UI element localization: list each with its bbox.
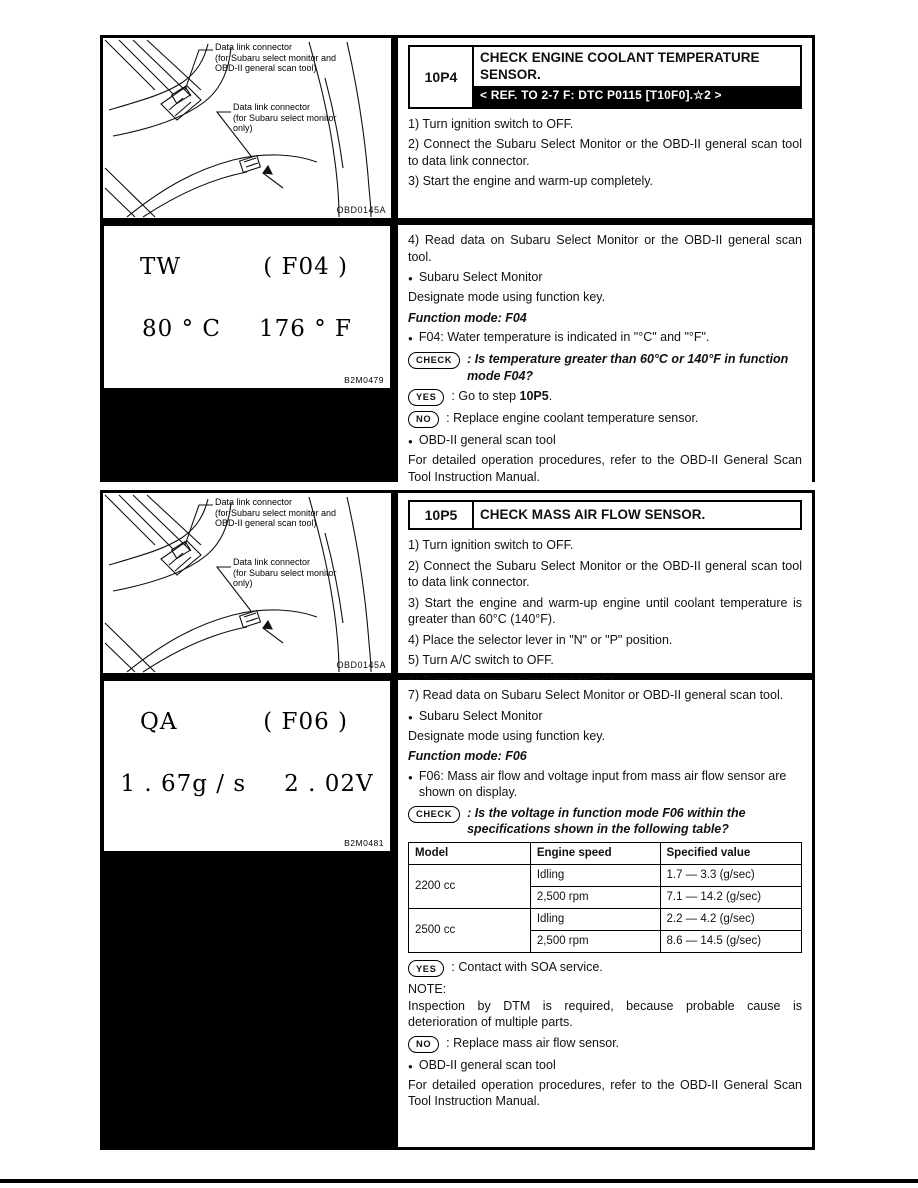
- specified-value-cell: 7.1 — 14.2 (g/sec): [660, 886, 801, 908]
- bullet-icon: [408, 329, 419, 347]
- figure-label-line: only): [233, 123, 253, 134]
- display-parameter: QA: [140, 709, 178, 735]
- figure-label-line: (for Subaru select monitor and: [215, 507, 337, 518]
- table-row: [409, 864, 802, 886]
- bullet-icon: [408, 269, 419, 287]
- page-bottom-rule: [0, 1179, 918, 1183]
- bullet-subaru-select-monitor: ● Subaru Select Monitor: [408, 269, 802, 287]
- bullet-icon: [408, 708, 419, 726]
- procedure-header-10p4: [408, 45, 802, 109]
- select-monitor-display-f06: [103, 680, 391, 852]
- spec-table-header-row: [409, 842, 802, 864]
- designate-mode-note: Designate mode using function key.: [408, 728, 606, 743]
- procedure-panel-10p4: [100, 35, 815, 482]
- bullet-f04-description: ● F04: Water temperature is indicated in "°C" and "°F".: [408, 329, 802, 347]
- note-label: NOTE:: [408, 982, 447, 997]
- figure-label-line: OBD-II general scan tool): [215, 63, 317, 74]
- display-value-fahrenheit: 176 ° F: [259, 316, 352, 342]
- procedure-header-10p5: [408, 500, 802, 530]
- step-1: 1) Turn ignition switch to OFF.: [408, 538, 574, 553]
- figure-label-line: (for Subaru select monitor: [233, 112, 337, 123]
- check-pill: CHECK: [408, 806, 460, 823]
- figure-label-line: only): [233, 578, 253, 589]
- display-value-voltage: 2 . 02V: [284, 771, 374, 797]
- check-pill: CHECK: [408, 352, 460, 369]
- obd-manual-note: For detailed operation procedures, refer to the OBD-II General Scan Tool Instruction Manual.: [408, 453, 802, 484]
- bullet-f06-description: ● F06: Mass air flow and voltage input from mass air flow sensor are shown on display.: [408, 768, 802, 801]
- no-line: [408, 410, 802, 428]
- specified-value-cell: 8.6 — 14.5 (g/sec): [660, 931, 801, 953]
- figure-label-data-link-connector-ssm: [233, 557, 385, 589]
- no-pill: NO: [408, 411, 439, 428]
- function-mode-label: Function mode: F06: [408, 749, 527, 763]
- function-mode-label: Function mode: F04: [408, 310, 527, 325]
- engine-speed-cell: Idling: [530, 864, 660, 886]
- note-text: Inspection by DTM is required, because probable cause is deterioration of multiple parts.: [408, 998, 802, 1030]
- bullet-obd-scan-tool: ● OBD-II general scan tool: [408, 1057, 802, 1075]
- specified-value-cell: 1.7 — 3.3 (g/sec): [660, 864, 801, 886]
- figure-label-line: Data link connector: [215, 497, 293, 507]
- yes-pill: YES: [408, 960, 444, 977]
- connector-location-figure: [103, 38, 391, 218]
- specified-value-cell: 2.2 — 4.2 (g/sec): [660, 909, 801, 931]
- no-line: [408, 1035, 802, 1053]
- figure-label-data-link-connector-both: [215, 497, 387, 529]
- figure-label-line: (for Subaru select monitor and: [215, 52, 337, 63]
- col-header-engine-speed: Engine speed: [530, 842, 660, 864]
- figure-label-line: (for Subaru select monitor: [233, 567, 337, 578]
- yes-action: : Contact with SOA service.: [451, 960, 603, 975]
- procedure-10p5-part2: [398, 680, 812, 1147]
- figure-label-line: Data link connector: [215, 42, 293, 52]
- procedure-panel-10p5: [100, 490, 815, 1150]
- figure-code: OBD0145A: [336, 205, 386, 215]
- display-value-celsius: 80 ° C: [142, 316, 221, 342]
- bullet-icon: [408, 432, 419, 450]
- figure-label-line: OBD-II general scan tool): [215, 518, 317, 529]
- col-header-specified-value: Specified value: [660, 842, 801, 864]
- no-action: : Replace engine coolant temperature sensor.: [446, 411, 699, 425]
- procedure-reference: < REF. TO 2-7 F: DTC P0115 [T10F0].☆2 >: [474, 86, 800, 107]
- display-figure-code: B2M0479: [344, 375, 384, 385]
- col-header-model: Model: [409, 842, 531, 864]
- display-parameter: TW: [140, 254, 181, 280]
- bullet-icon: [408, 768, 419, 801]
- obd-manual-note: For detailed operation procedures, refer to the OBD-II General Scan Tool Instruction Manual.: [408, 1077, 802, 1109]
- figure-label-data-link-connector-ssm: [233, 102, 385, 134]
- procedure-title: CHECK ENGINE COOLANT TEMPERATURE SENSOR.: [480, 50, 760, 82]
- procedure-title: CHECK MASS AIR FLOW SENSOR.: [480, 507, 706, 523]
- model-cell: 2500 cc: [409, 909, 531, 953]
- procedure-10p5-part1: [398, 493, 812, 673]
- engine-speed-cell: Idling: [530, 909, 660, 931]
- bullet-subaru-select-monitor: ● Subaru Select Monitor: [408, 708, 802, 726]
- step-7: 7) Read data on Subaru Select Monitor or OBD-II general scan tool.: [408, 688, 784, 702]
- connector-location-figure: [103, 493, 391, 673]
- yes-pill: YES: [408, 389, 444, 406]
- figure-label-line: Data link connector: [233, 557, 311, 567]
- check-question: : Is temperature greater than 60°C or 140°F in function mode F04?: [467, 352, 789, 383]
- figure-label-line: Data link connector: [233, 102, 311, 112]
- model-cell: 2200 cc: [409, 864, 531, 908]
- step-4: 4) Read data on Subaru Select Monitor or the OBD-II general scan tool.: [408, 233, 802, 264]
- step-2: 2) Connect the Subaru Select Monitor or the OBD-II general scan tool to data link connector.: [408, 137, 802, 168]
- step-number: 10P5: [410, 502, 474, 528]
- yes-line: [408, 388, 802, 406]
- step-reference: 10P5: [519, 389, 549, 403]
- designate-mode-note: Designate mode using function key.: [408, 290, 606, 304]
- no-pill: NO: [408, 1036, 439, 1053]
- display-function-mode: ( F06 ): [263, 709, 348, 735]
- spec-table: [408, 842, 802, 954]
- yes-action: : Go to step 10P5.: [451, 389, 553, 403]
- engine-speed-cell: 2,500 rpm: [530, 886, 660, 908]
- step-5: 5) Turn A/C switch to OFF.: [408, 653, 554, 668]
- step-number: 10P4: [410, 47, 474, 107]
- step-4: 4) Place the selector lever in "N" or "P" position.: [408, 632, 673, 647]
- select-monitor-display-f04: [103, 225, 391, 389]
- engine-speed-cell: 2,500 rpm: [530, 931, 660, 953]
- yes-line: [408, 959, 802, 977]
- table-row: [409, 909, 802, 931]
- display-figure-code: B2M0481: [344, 838, 384, 848]
- figure-code: OBD0145A: [336, 660, 386, 670]
- procedure-10p4-part1: [398, 38, 812, 218]
- step-3: 3) Start the engine and warm-up engine until coolant temperature is greater than 60°C (140°F).: [408, 595, 802, 627]
- procedure-10p4-part2: [398, 225, 812, 491]
- check-line: [408, 805, 802, 838]
- display-value-airflow: 1 . 67g / s: [120, 771, 247, 797]
- display-function-mode: ( F04 ): [263, 254, 348, 280]
- figure-label-data-link-connector-both: [215, 42, 387, 74]
- step-1: 1) Turn ignition switch to OFF.: [408, 116, 574, 131]
- check-line: [408, 351, 802, 384]
- bullet-obd-scan-tool: ● OBD-II general scan tool: [408, 432, 802, 450]
- no-action: : Replace mass air flow sensor.: [446, 1035, 620, 1050]
- bullet-icon: [408, 1057, 419, 1075]
- step-3: 3) Start the engine and warm-up completely.: [408, 174, 654, 189]
- step-2: 2) Connect the Subaru Select Monitor or the OBD-II general scan tool to data link connector.: [408, 558, 802, 590]
- check-question: : Is the voltage in function mode F06 within the specifications shown in the following table?: [467, 805, 746, 836]
